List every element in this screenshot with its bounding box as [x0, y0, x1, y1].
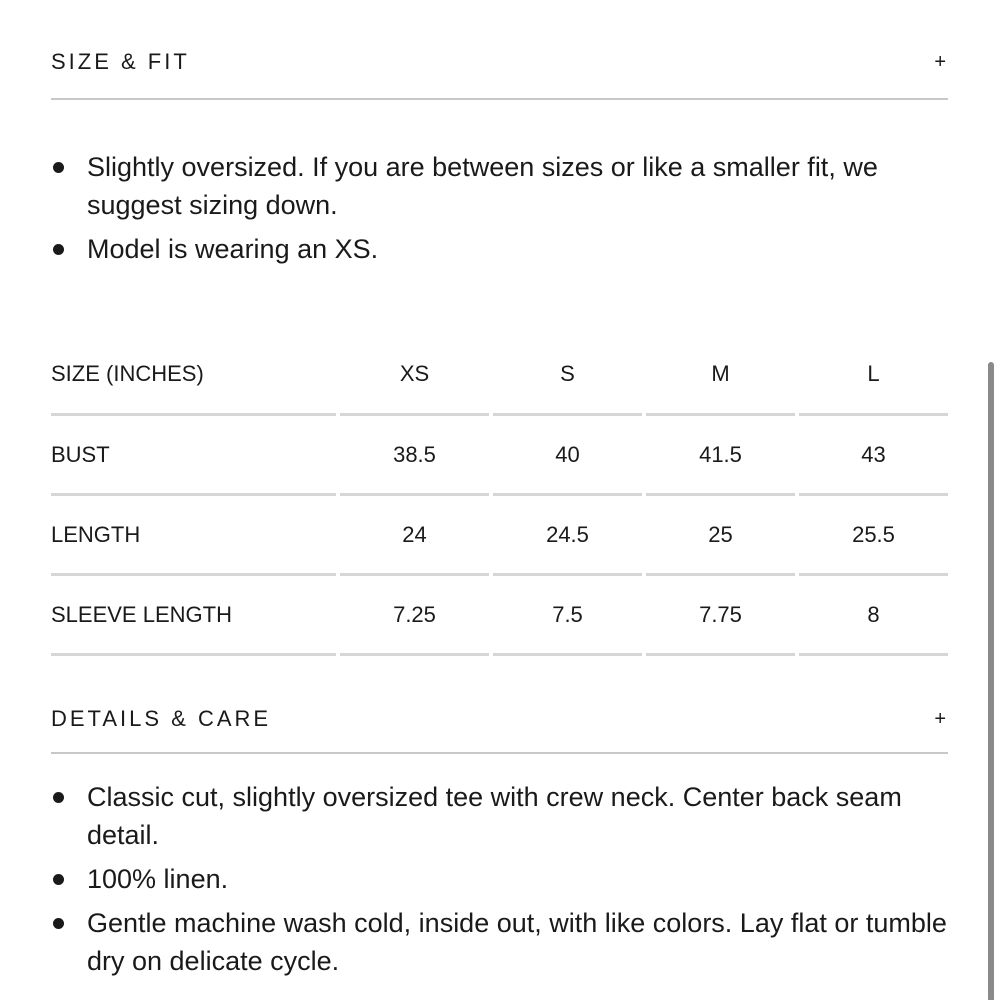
- table-cell: 41.5: [646, 416, 795, 496]
- bullet-icon: [53, 792, 64, 803]
- size-fit-list: [51, 148, 948, 268]
- bullet-icon: [53, 918, 64, 929]
- table-cell: 43: [799, 416, 948, 496]
- details-care-list: [51, 778, 948, 980]
- table-header-row: [51, 334, 948, 416]
- column-header-size: SIZE (INCHES): [51, 334, 336, 416]
- list-item-text: Classic cut, slightly oversized tee with crew neck. Center back seam detail.: [87, 782, 902, 850]
- row-label: SLEEVE LENGTH: [51, 576, 336, 656]
- table-row: [51, 576, 948, 656]
- column-header-m: M: [646, 334, 795, 416]
- column-header-l: L: [799, 334, 948, 416]
- bullet-icon: [53, 162, 64, 173]
- list-item: [51, 860, 948, 898]
- vertical-scrollbar[interactable]: [988, 362, 994, 1000]
- bullet-icon: [53, 244, 64, 255]
- size-fit-accordion-header[interactable]: [51, 0, 948, 100]
- row-label: BUST: [51, 416, 336, 496]
- table-cell: 24: [340, 496, 489, 576]
- table-cell: 7.25: [340, 576, 489, 656]
- list-item-text: Gentle machine wash cold, inside out, with like colors. Lay flat or tumble dry on delicate cycle.: [87, 908, 947, 976]
- list-item: [51, 778, 948, 854]
- size-fit-expand-icon[interactable]: +: [934, 50, 946, 73]
- table-cell: 25: [646, 496, 795, 576]
- size-fit-title: SIZE & FIT: [51, 49, 190, 74]
- table-cell: 38.5: [340, 416, 489, 496]
- row-label: LENGTH: [51, 496, 336, 576]
- table-cell: 25.5: [799, 496, 948, 576]
- size-chart-table: [51, 334, 948, 656]
- bullet-icon: [53, 874, 64, 885]
- table-row: [51, 496, 948, 576]
- product-info-content: [51, 0, 948, 986]
- column-header-xs: XS: [340, 334, 489, 416]
- table-cell: 40: [493, 416, 642, 496]
- list-item-text: 100% linen.: [87, 864, 229, 894]
- column-header-s: S: [493, 334, 642, 416]
- list-item: [51, 230, 948, 268]
- table-cell: 7.75: [646, 576, 795, 656]
- table-cell: 8: [799, 576, 948, 656]
- table-cell: 24.5: [493, 496, 642, 576]
- table-row: [51, 416, 948, 496]
- details-care-accordion-header[interactable]: [51, 656, 948, 754]
- list-item-text: Slightly oversized. If you are between sizes or like a smaller fit, we suggest sizing down.: [87, 152, 878, 220]
- list-item-text: Model is wearing an XS.: [87, 234, 379, 264]
- details-care-title: DETAILS & CARE: [51, 706, 272, 731]
- table-cell: 7.5: [493, 576, 642, 656]
- list-item: [51, 148, 948, 224]
- details-care-expand-icon[interactable]: +: [934, 707, 946, 730]
- list-item: [51, 904, 948, 980]
